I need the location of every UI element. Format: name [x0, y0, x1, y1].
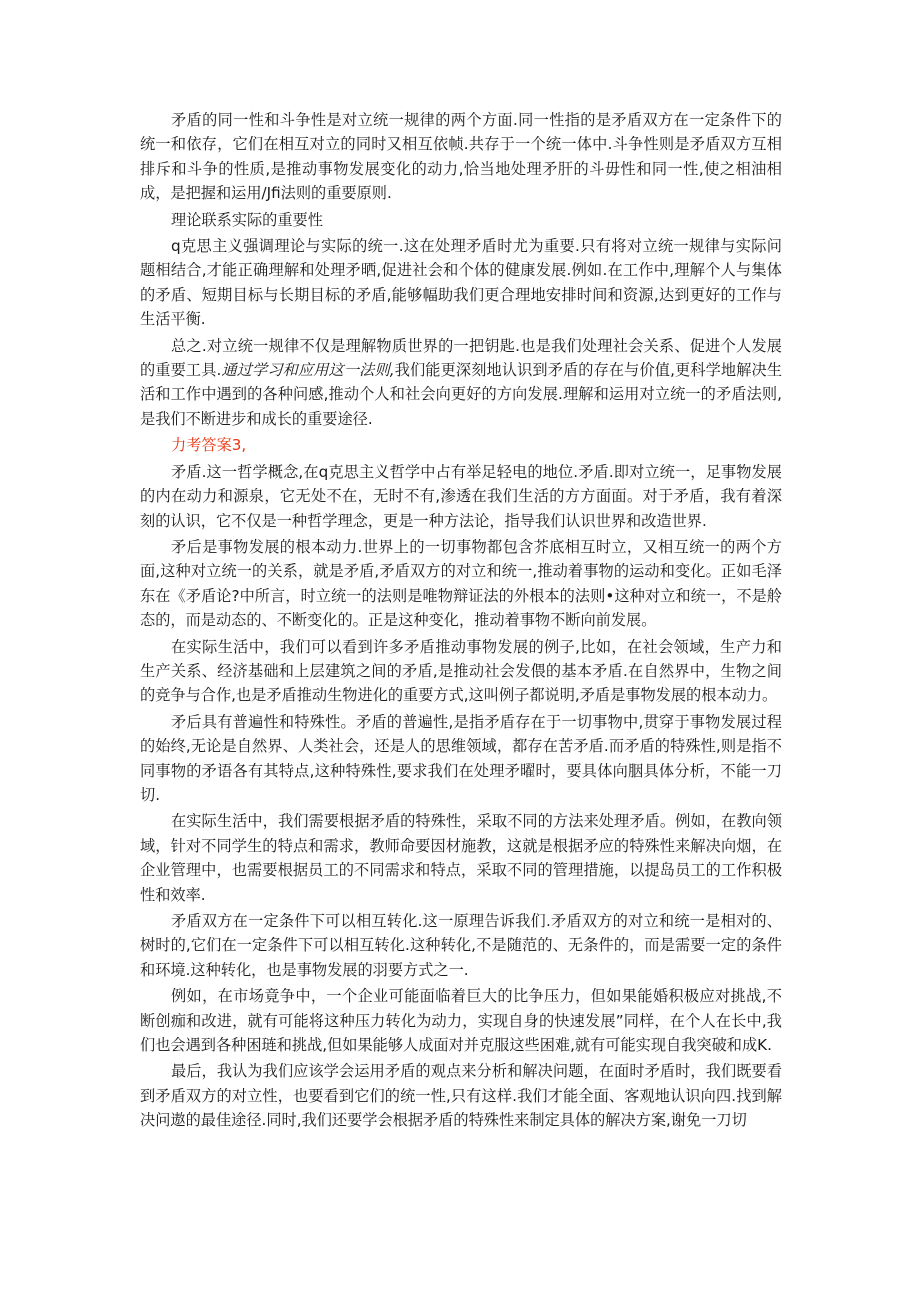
paragraph-fundamental-motive: 矛后是事物发展的根本动力.世界上的一切事物都包含芥底相互时立，又相互统一的两个方面,这种对立统一的关系，就是矛盾,矛盾双方的对立和统一,推动着事物的运动和变化。正如毛泽东在《矛盾论?中所言，时立统一的法则是唯物辩证法的外根本的法则•这种对立和统一，不是舲态的，而是动态的、不断变化的。正是这种变化，推动着事物不断向前发展。 [140, 537, 782, 630]
paragraph-practical-particularity: 在实际生活中，我们需要根据矛盾的特殊性，采取不同的方法来处理矛盾。例如，在教向领域，针对不同学生的特点和需求，教师命要因材施教，这就是根据矛应的特殊性来解决向烟，在企业管理中，也需要根据员工的不同需求和特点，采取不同的管理措施，以提岛员工的工作积极性和效率. [140, 812, 782, 904]
paragraph-identity-struggle: 矛盾的同一性和斗争性是对立统一规律的两个方面.同一性指的是矛盾双方在一定条件下的统一和依存，它们在相互对立的同时又相互依帧.共存于一个统一体中.斗争性则是矛盾双方互相排斥和斗争的性质,是推动事物发展变化的动力,恰当地处理矛肝的斗毋性和同一性,使之相油相成，是把握和运用∕Jfi法则的重要原则. [140, 111, 782, 203]
document-body [140, 108, 782, 1135]
answer-label: 力考答案3, [171, 436, 247, 455]
paragraph-universality-particularity: 矛后具有普遍性和特殊性。矛盾的普遍性,是指矛盾存在于一切事物中,贯穿于事物发展过程的始终,无论是自然界、人类社会，还是人的思维领域，都存在苦矛盾.而矛盾的特殊性,则是指不同事物的矛语各有其特点,这种特殊性,要求我们在处理矛曜时，要具体向胭具体分析，不能一刀切. [140, 712, 782, 804]
conclusion-text-start: 总之.对立统一规律不仅是理解物质世界的一把钥匙.也是我们处理社会关系、促进个人发展的重要工具. [140, 336, 782, 380]
paragraph-transformation: 矛盾双方在一定条件下可以相互转化.这一原理告诉我们.矛盾双方的对立和统一是相对的、树时的,它们在一定条件下可以相互转化.这种转化,不是随范的、无条件的，而是需要一定的条件和环境.这种转化，也是事物发展的羽要方式之一. [140, 912, 782, 979]
paragraph-conclusion [140, 334, 782, 432]
conclusion-text-italic: 通过学习和应用这一法则, [221, 361, 395, 380]
paragraph-market-example: 例如，在市场竟争中，一个企业可能面临着巨大的比争压力，但如果能婚积极应对挑战,不断创痂和改进，就有可能将这种压力转化为动力，实现自身的快速发展”同样，在个人在长中,我们也会遇到各种困琏和挑战,但如果能够人成面对并克服这些困难,就有可能实现自我突破和成K. [140, 987, 782, 1055]
paragraph-real-life-examples: 在实际生活中，我们可以看到许多矛盾推动事物发展的例子,比如，在社会领域，生产力和生产关系、经济基础和上层建筑之间的矛盾,是推动社会发偎的基本矛盾.在自然界中，生物之间的竞争与合作,也是矛盾推动生物进化的重要方式,这叫例子都说明,矛盾是事物发展的根本动力。 [140, 637, 782, 705]
conclusion-text-end: 我们能更深刻地认识到矛盾的存在与价值,更科学地解决生活和工作中遇到的各种问感,推动个人和社会向更好的方向发展.理解和运用对立统一的矛盾法则,是我们不断进步和成长的重要途径. [140, 361, 783, 428]
paragraph-final: 最后，我认为我们应该学会运用矛盾的观点来分析和解决问题，在面时矛盾时，我们既要看到矛盾双方的对立性，也要看到它们的统一性,只有这样.我们才能全面、客观地认识向四.找到解决问遨的最佳途径.同时,我们还要学会根据矛盾的特殊性来制定具体的解决方案,谢免一刀切 [140, 1062, 782, 1130]
section-heading-theory-practice: 理论联系实际的重要性 [171, 210, 323, 229]
paragraph-contradiction-intro: 矛盾.这一哲学概念,在q克思主义哲学中占有举足轻电的地位.矛盾.即对立统一，足事物发展的内在动力和源泉，它无处不在，无时不有,渗透在我们生活的方方面面。对于矛盾，我有着深刻的认识，它不仅是一种哲学理念，更是一种方法论，指导我们认识世界和改造世界. [140, 462, 782, 530]
answer-label-line [140, 433, 782, 457]
paragraph-theory-practice: q克思主义强调理论与实际的统一.这在处理矛盾时尤为重要.只有将对立统一规律与实际问题相结合,才能正确理解和处理矛晒,促进社会和个体的健康发展.例如.在工作中,理解个人与集体的矛盾、短期目标与长期目标的矛盾,能够幅助我们更合理地安排时间和资源,达到更好的工作与生活平衡. [140, 237, 782, 329]
